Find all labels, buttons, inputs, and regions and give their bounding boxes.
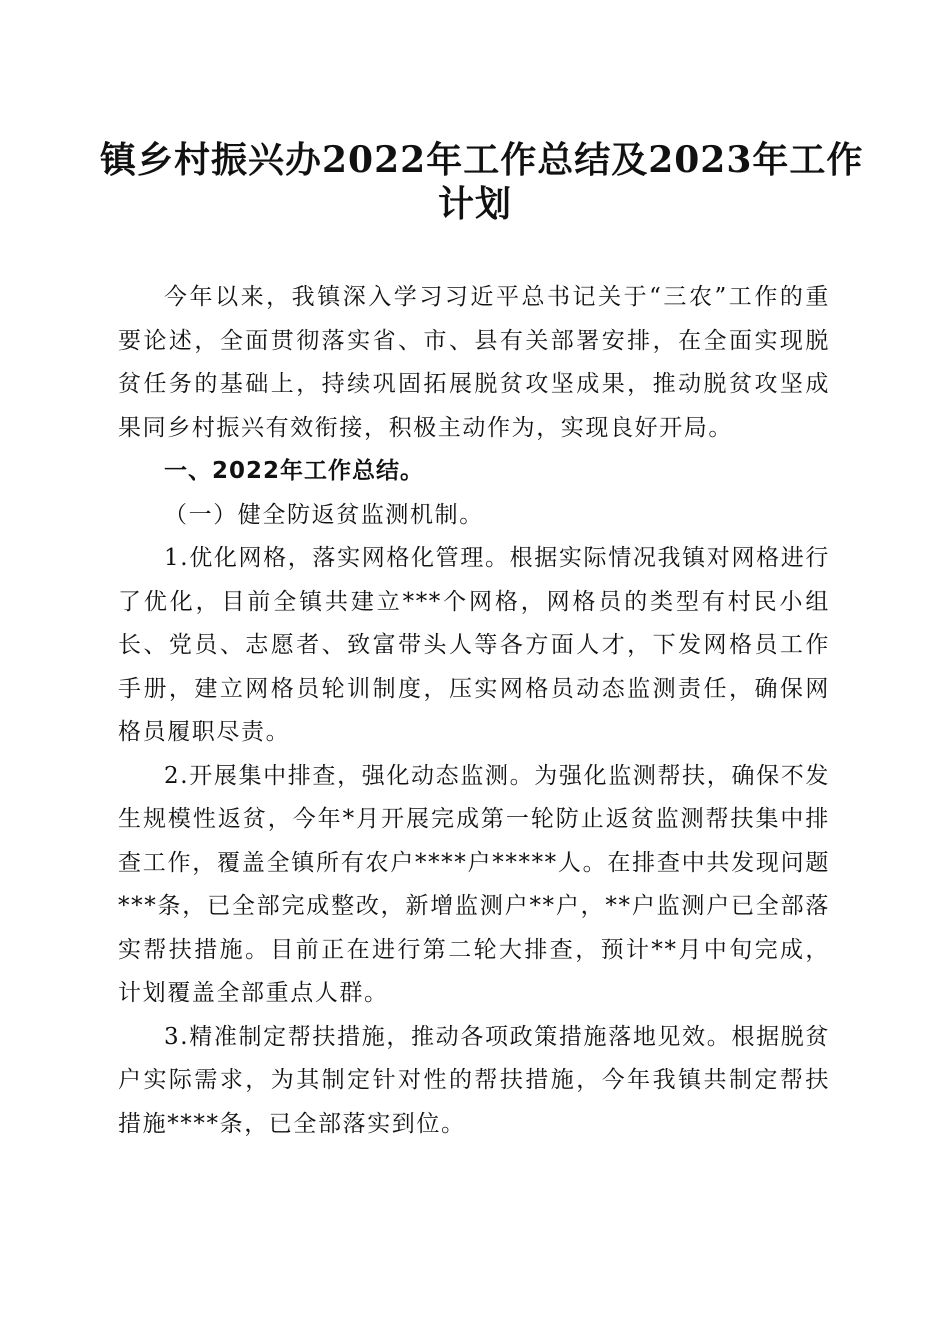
- subsection-heading: （一）健全防返贫监测机制。: [164, 501, 484, 528]
- document-body: [118, 276, 830, 1146]
- item-paragraph-2: 2.开展集中排查，强化动态监测。为强化监测帮扶，确保不发生规模性返贫，今年*月开展完成第一轮防止返贫监测帮扶集中排查工作，覆盖全镇所有农户****户*****人。在排查中共发现问题***条，已全部完成整改，新增监测户**户，**户监测户已全部落实帮扶措施。目前正在进行第二轮大排查，预计**月中旬完成，计划覆盖全部重点人群。: [118, 762, 830, 1006]
- section-heading: 一、2022年工作总结。: [164, 458, 425, 484]
- document-title-line-2: 计划: [437, 183, 512, 225]
- item-paragraph-3: 3.精准制定帮扶措施，推动各项政策措施落地见效。根据脱贫户实际需求，为其制定针对性的帮扶措施，今年我镇共制定帮扶措施****条，已全部落实到位。: [118, 1023, 830, 1137]
- document-title-line-1: 镇乡村振兴办2022年工作总结及2023年工作: [100, 139, 864, 181]
- item-paragraph-1: 1.优化网格，落实网格化管理。根据实际情况我镇对网格进行了优化，目前全镇共建立***个网格，网格员的类型有村民小组长、党员、志愿者、致富带头人等各方面人才，下发网格员工作手册，建立网格员轮训制度，压实网格员动态监测责任，确保网格员履职尽责。: [118, 545, 830, 745]
- intro-paragraph: 今年以来，我镇深入学习习近平总书记关于“三农”工作的重要论述，全面贯彻落实省、市、县有关部署安排，在全面实现脱贫任务的基础上，持续巩固拓展脱贫攻坚成果，推动脱贫攻坚成果同乡村振兴有效衔接，积极主动作为，实现良好开局。: [118, 284, 830, 441]
